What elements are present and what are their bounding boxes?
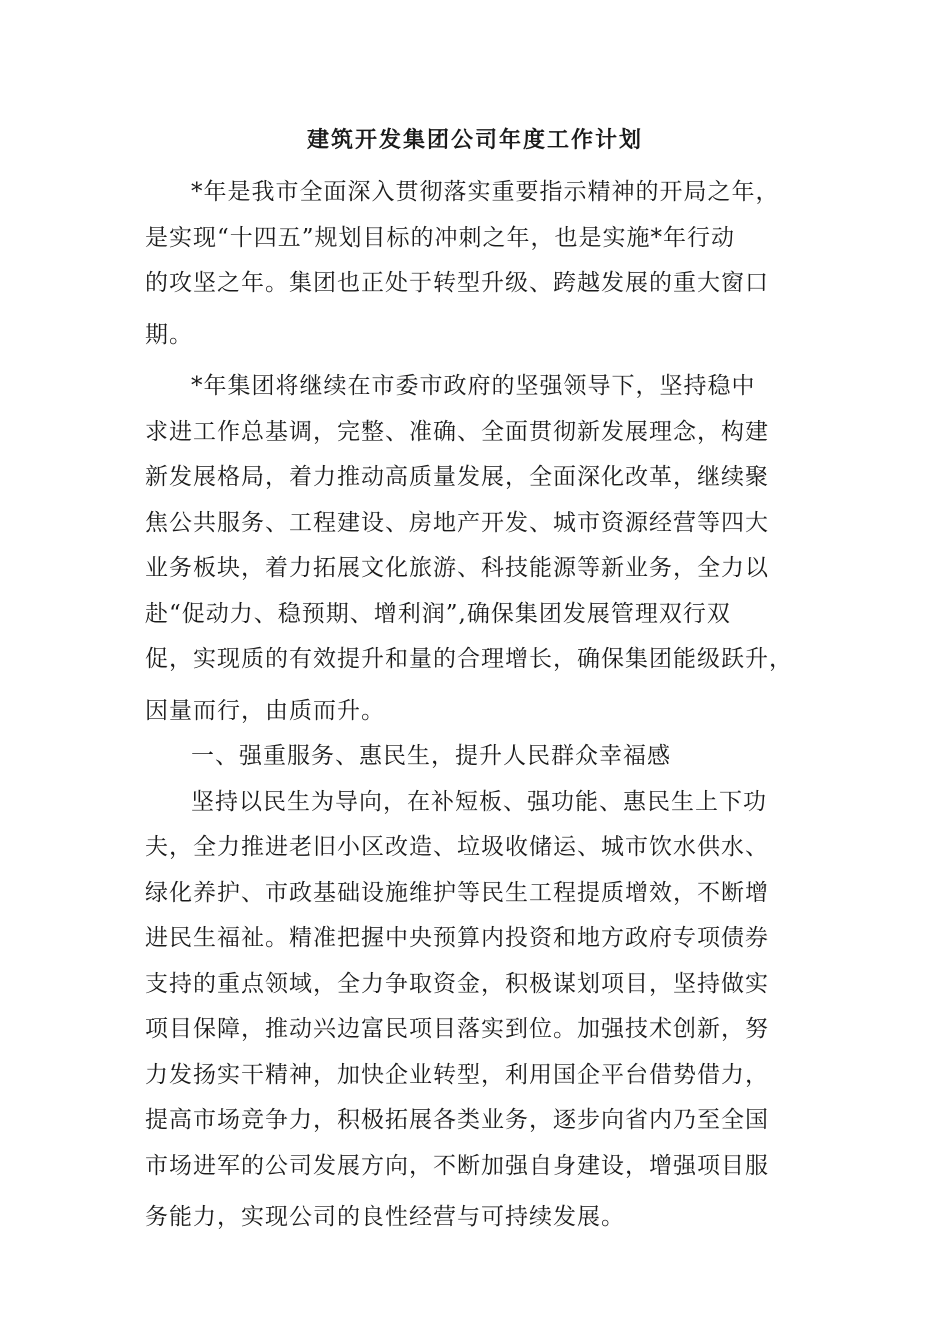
paragraph-line: *年集团将继续在市委市政府的坚强领导下，坚持稳中 — [191, 373, 756, 399]
paragraph-line: 因量而行，由质而升。 — [145, 697, 385, 724]
paragraph-intro — [145, 170, 805, 358]
paragraph-line: 促，实现质的有效提升和量的合理增长，确保集团能级跃升， — [145, 646, 793, 672]
paragraph-line: 提高市场竞争力，积极拓展各类业务，逐步向省内乃至全国 — [145, 1107, 769, 1133]
paragraph-line: 项目保障，推动兴边富民项目落实到位。加强技术创新，努 — [145, 1016, 769, 1042]
document-page — [145, 118, 805, 1241]
paragraph-line: 进民生福祉。精准把握中央预算内投资和地方政府专项债券 — [145, 925, 769, 951]
paragraph-plan — [145, 364, 805, 734]
paragraph-line: 业务板块，着力拓展文化旅游、科技能源等新业务，全力以 — [145, 555, 769, 581]
paragraph-line: 求进工作总基调，完整、准确、全面贯彻新发展理念，构建 — [145, 418, 769, 445]
paragraph-line: 期。 — [145, 321, 193, 348]
paragraph-line: 是实现“十四五”规划目标的冲刺之年，也是实施*年行动 — [145, 224, 736, 251]
paragraph-line: 坚持以民生为导向，在补短板、强功能、惠民生上下功 — [191, 788, 767, 815]
paragraph-livelihood — [145, 780, 805, 1241]
paragraph-line: 力发扬实干精神，加快企业转型，利用国企平台借势借力， — [145, 1061, 769, 1088]
paragraph-line: 新发展格局，着力推动高质量发展，全面深化改革，继续聚 — [145, 464, 769, 490]
paragraph-line: 的攻坚之年。集团也正处于转型升级、跨越发展的重大窗口 — [145, 270, 769, 296]
section-heading-1: 一、强重服务、惠民生，提升人民群众幸福感 — [191, 743, 671, 769]
paragraph-line: 夫，全力推进老旧小区改造、垃圾收储运、城市饮水供水、 — [145, 834, 769, 860]
paragraph-line: *年是我市全面深入贯彻落实重要指示精神的开局之年， — [191, 179, 780, 205]
paragraph-line: 赴“促动力、稳预期、增利润”,确保集团发展管理双行双 — [145, 600, 731, 627]
paragraph-line: 务能力，实现公司的良性经营与可持续发展。 — [145, 1204, 625, 1230]
paragraph-line: 支持的重点领域，全力争取资金，积极谋划项目，坚持做实 — [145, 970, 769, 997]
paragraph-line: 绿化养护、市政基础设施维护等民生工程提质增效，不断增 — [145, 879, 769, 906]
paragraph-line: 焦公共服务、工程建设、房地产开发、城市资源经营等四大 — [145, 509, 769, 536]
document-title: 建筑开发集团公司年度工作计划 — [306, 127, 643, 153]
paragraph-line: 市场进军的公司发展方向，不断加强自身建设，增强项目服 — [145, 1152, 769, 1179]
